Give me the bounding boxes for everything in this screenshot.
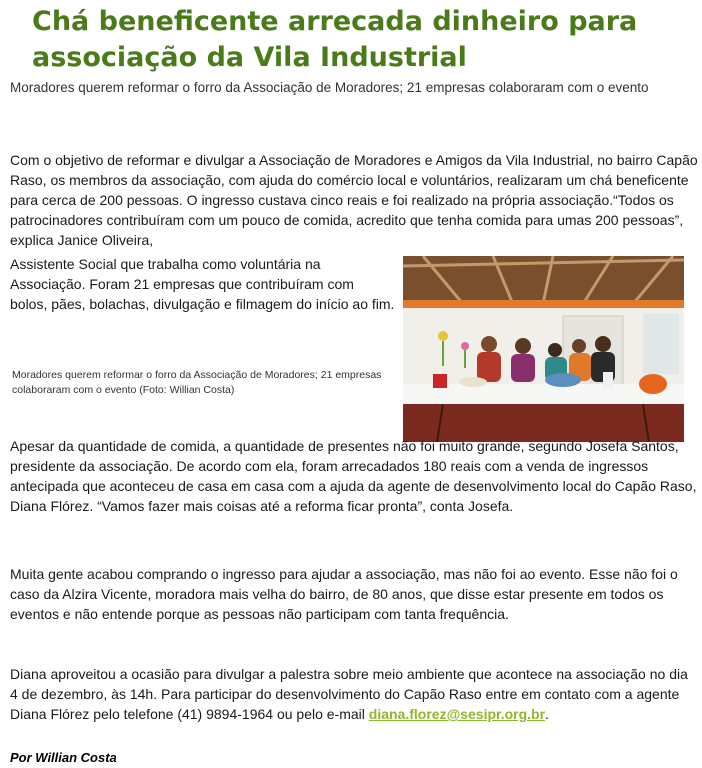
article-subtitle: Moradores querem reformar o forro da Associação de Moradores; 21 empresas colaboraram com o evento	[10, 80, 649, 95]
photo-caption: Moradores querem reformar o forro da Associação de Moradores; 21 empresas colaboraram com o evento (Foto: Willian Costa)	[12, 369, 382, 396]
paragraph-1-continued: Assistente Social que trabalha como voluntária na Associação. Foram 21 empresas que contribuíram com bolos, pães, bolachas, divulgação e filmagem do início ao fim.	[10, 256, 395, 312]
article-headline: Chá beneficente arrecada dinheiro para associação da Vila Industrial	[32, 6, 638, 73]
article-byline: Por Willian Costa	[10, 750, 117, 765]
event-photo-illustration	[403, 256, 684, 442]
email-link[interactable]: diana.florez@sesipr.org.br	[368, 706, 546, 722]
paragraph-1: Com o objetivo de reformar e divulgar a Associação de Moradores e Amigos da Vila Industrial, no bairro Capão Raso, os membros da associação, com ajuda do comércio local e voluntários, realizaram um chá beneficente para cerca de 200 pessoas. O ingresso custava cinco reais e foi realizado na própria associação.“Todos os patrocinadores contribuíram com um pouco de comida, acredito que tenha comida para umas 200 pessoas”, explica Janice Oliveira,	[10, 152, 698, 248]
paragraph-3: Muita gente acabou comprando o ingresso para ajudar a associação, mas não foi ao evento. Esse não foi o caso da Alzira Vicente, moradora mais velha do bairro, de 80 anos, que disse estar presente em todos os eventos e não entende porque as pessoas não participam com tanta frequência.	[10, 566, 678, 622]
paragraph-4-end: .	[545, 706, 549, 722]
paragraph-4	[10, 664, 698, 724]
event-photo	[403, 256, 684, 442]
paragraph-2: Apesar da quantidade de comida, a quantidade de presentes não foi muito grande, segundo Josefa Santos, presidente da associação. De acordo com ela, foram arrecadados 180 reais com a venda de ingressos antecipada que aconteceu de casa em casa com a ajuda da agente de desenvolvimento local do Capão Raso, Diana Flórez. “Vamos fazer mais coisas até a reforma ficar pronta”, conta Josefa.	[10, 438, 697, 514]
paragraph-4-text: Diana aproveitou a ocasião para divulgar a palestra sobre meio ambiente que acontece na associação no dia 4 de dezembro, às 14h. Para participar do desenvolvimento do Capão Raso entre em contato com a agente Diana Flórez pelo telefone (41) 9894-1964 ou pelo e-mail	[10, 666, 688, 722]
